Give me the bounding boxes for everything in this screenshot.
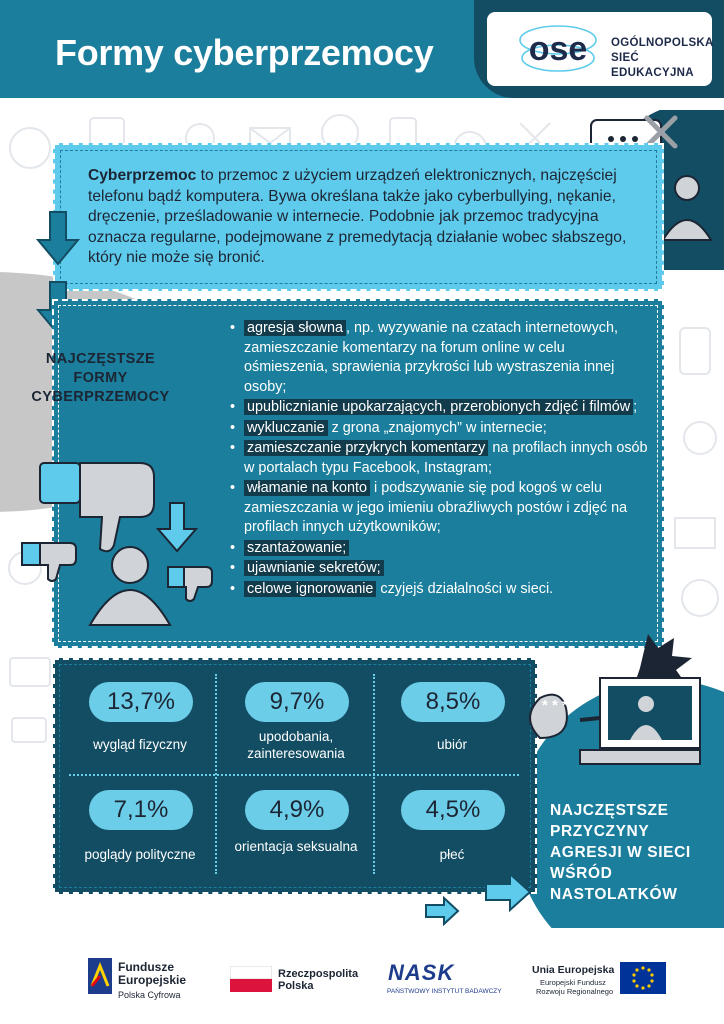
funds-line-2: Europejskie — [118, 973, 187, 987]
ue-line-3: Rozwoju Regionalnego — [536, 987, 614, 996]
list-item: • szantażowanie; — [230, 539, 650, 559]
nask-subtitle: PAŃSTWOWY INSTYTUT BADAWCZY — [387, 988, 502, 995]
stat-label: wygląd fizyczny — [93, 737, 187, 752]
ose-logo[interactable] — [487, 12, 712, 86]
right-arrow-icon — [424, 896, 460, 926]
list-item: • wykluczanie z grona „znajomych” w internecie; — [230, 419, 650, 439]
list-item: • agresja słowna , np. wyzywanie na czatach internetowych, zamieszczanie komentarzy na forum online w celu ośmieszenia, sprawienia przykrości lub wystraszenia innej osoby; — [230, 319, 650, 397]
forms-list — [230, 319, 650, 600]
funds-line-3: Polska Cyfrowa — [118, 990, 181, 1000]
rp-line-2: Polska — [278, 980, 314, 992]
reasons-title: NAJCZĘSTSZE PRZYCZYNY AGRESJI W SIECI WŚRÓD NASTOLATKÓW — [550, 802, 691, 903]
intro-body: to przemoc z użyciem urządzeń elektronicznych, najczęściej telefonu bądź komputera. Bywa określana także jako cyberbullying, nękanie, dręczenie, prześladowanie w internecie. Podobnie jak przemoc tradycyjna oznacza regularne, podejmowane z premedytacją działanie wobec słabszego, który nie może się bronić. — [88, 167, 627, 267]
stat-value: 7,1% — [89, 790, 193, 830]
stat-label: upodobania, zainteresowania — [247, 729, 345, 761]
stat-label: ubiór — [436, 737, 468, 752]
intro-lead: Cyberprzemoc — [88, 167, 197, 184]
stat-label: orientacja seksualna — [234, 839, 358, 854]
stat-value: 4,9% — [245, 790, 349, 830]
ue-line-2: Europejski Fundusz — [540, 978, 606, 987]
thumbs-down-illustration — [20, 455, 220, 630]
funds-line-1: Fundusze — [118, 960, 174, 974]
stat-label: płeć — [439, 847, 465, 862]
list-item: • celowe ignorowanie czyjejś działalności w sieci. — [230, 580, 650, 600]
password-mask: * * * * — [542, 697, 578, 714]
computer-aggressor-illustration — [520, 628, 724, 778]
divider — [69, 774, 519, 776]
stats-box — [53, 658, 537, 894]
ue-line-1: Unia Europejska — [532, 964, 615, 976]
logo-line-1: OGÓLNOPOLSKA — [611, 37, 714, 49]
list-item: • upublicznianie upokarzających, przerobionych zdjęć i filmów ; — [230, 398, 650, 418]
forms-title: NAJCZĘSTSZE FORMY CYBERPRZEMOCY — [31, 351, 170, 405]
right-arrow-icon — [484, 872, 532, 912]
eu-flag-icon — [620, 962, 666, 994]
intro-box — [53, 143, 664, 291]
page-title: Formy cyberprzemocy — [55, 32, 434, 73]
logo-line-2: SIEĆ EDUKACYJNA — [611, 52, 694, 79]
stat-value: 13,7% — [89, 682, 193, 722]
list-item: • ujawnianie sekretów; — [230, 559, 650, 579]
ose-logo-mark-icon — [517, 20, 599, 76]
nask-logo: NASK — [388, 960, 455, 985]
intro-text — [88, 166, 648, 269]
stat-label: poglądy polityczne — [84, 847, 196, 862]
stat-value: 8,5% — [401, 682, 505, 722]
rp-line-1: Rzeczpospolita — [278, 968, 359, 980]
logo-mark-text: ose — [528, 30, 588, 68]
footer — [0, 928, 724, 1024]
stat-value: 9,7% — [245, 682, 349, 722]
header-bar — [0, 0, 724, 98]
list-item: • zamieszczanie przykrych komentarzy na profilach innych osób w portalach typu Facebook, Instagram; — [230, 439, 650, 478]
fundusze-europejskie-logo-icon — [88, 958, 112, 994]
list-item: • włamanie na konto i podszywanie się pod kogoś w celu zamieszczania w jego imieniu obraźliwych postów i zdjęć na profilach innych użytkowników; — [230, 479, 650, 538]
stat-value: 4,5% — [401, 790, 505, 830]
polish-flag-icon — [230, 966, 272, 992]
logo-wordmark — [611, 36, 714, 81]
